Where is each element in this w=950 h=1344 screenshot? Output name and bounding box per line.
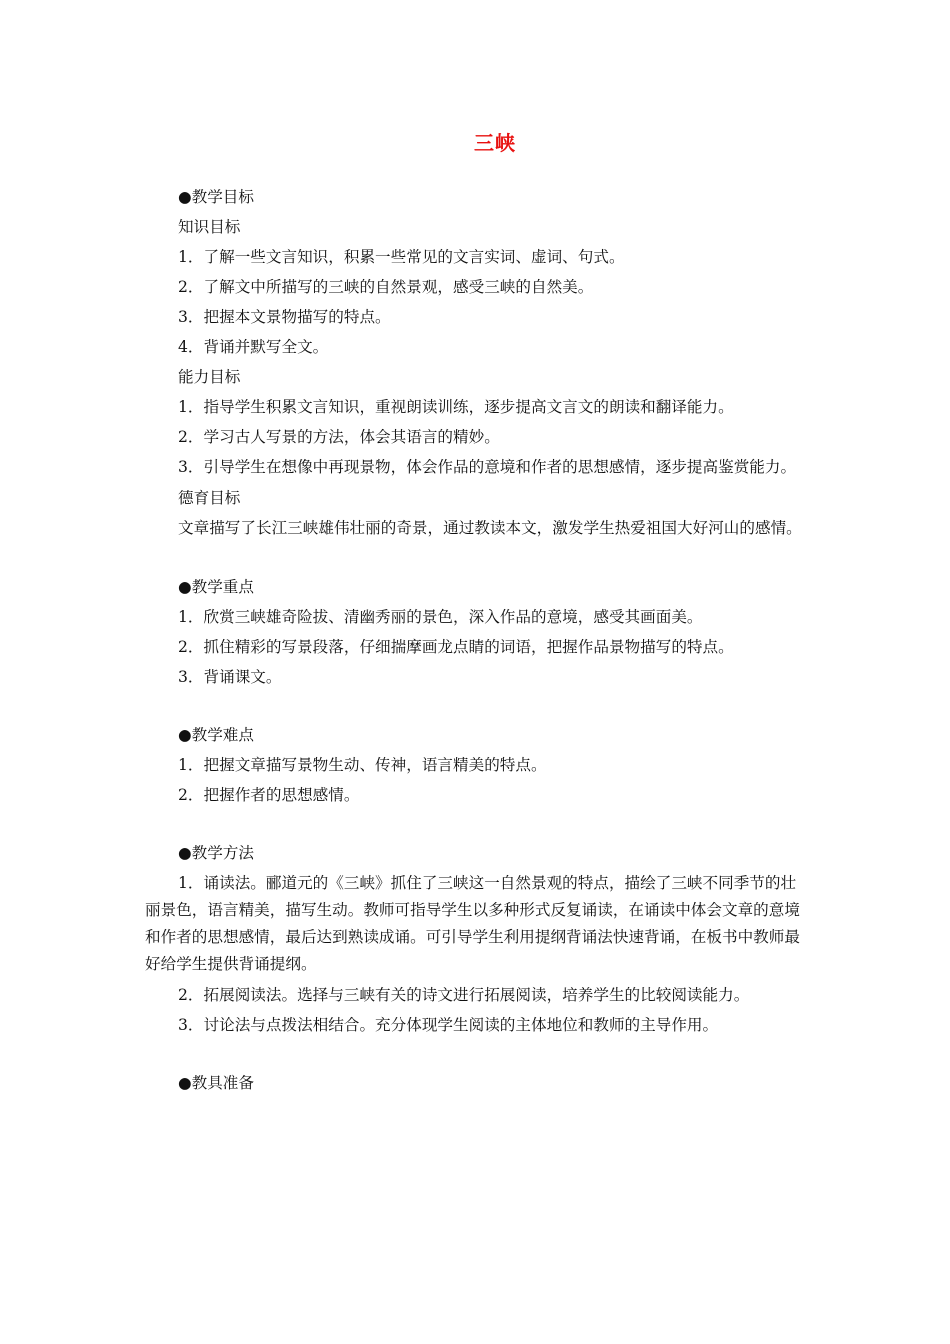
knowledge-item: 3．把握本文景物描写的特点。	[178, 308, 391, 326]
section-spacer	[145, 692, 808, 720]
document-title: 三峡	[474, 131, 516, 155]
knowledge-item: 2．了解文中所描写的三峡的自然景观，感受三峡的自然美。	[178, 278, 594, 296]
section-spacer	[145, 1040, 808, 1068]
method-item: 2．拓展阅读法。选择与三峡有关的诗文进行拓展阅读，培养学生的比较阅读能力。	[178, 986, 750, 1004]
section-spacer	[145, 810, 808, 838]
tools-heading: ●教具准备	[178, 1074, 254, 1092]
method-item: 3．讨论法与点拨法相结合。充分体现学生阅读的主体地位和教师的主导作用。	[178, 1016, 719, 1034]
difficulty-item: 2．把握作者的思想感情。	[178, 786, 360, 804]
key-points-heading: ●教学重点	[178, 578, 254, 596]
ability-item: 3．引导学生在想像中再现景物，体会作品的意境和作者的思想感情，逐步提高鉴赏能力。	[178, 458, 797, 476]
ability-item: 1．指导学生积累文言知识，重视朗读训练，逐步提高文言文的朗读和翻译能力。	[178, 398, 734, 416]
difficulty-item: 1．把握文章描写景物生动、传神，语言精美的特点。	[178, 756, 547, 774]
key-point-item: 3．背诵课文。	[178, 668, 282, 686]
knowledge-item: 4．背诵并默写全文。	[178, 338, 329, 356]
document-body	[145, 182, 808, 1098]
knowledge-item: 1．了解一些文言知识，积累一些常见的文言实词、虚词、句式。	[178, 248, 625, 266]
moral-text: 文章描写了长江三峡雄伟壮丽的奇景，通过教读本文，激发学生热爱祖国大好河山的感情。	[178, 519, 802, 537]
objectives-heading: ●教学目标	[178, 188, 254, 206]
moral-heading: 德育目标	[178, 489, 241, 507]
key-point-item: 1．欣赏三峡雄奇险拔、清幽秀丽的景色，深入作品的意境，感受其画面美。	[178, 608, 703, 626]
knowledge-heading: 知识目标	[178, 218, 241, 236]
methods-heading: ●教学方法	[178, 844, 254, 862]
section-spacer	[145, 544, 808, 572]
key-point-item: 2．抓住精彩的写景段落，仔细揣摩画龙点睛的词语，把握作品景物描写的特点。	[178, 638, 734, 656]
ability-item: 2．学习古人写景的方法，体会其语言的精妙。	[178, 428, 500, 446]
difficulties-heading: ●教学难点	[178, 726, 254, 744]
ability-heading: 能力目标	[178, 368, 241, 386]
method-item: 1．诵读法。郦道元的《三峡》抓住了三峡这一自然景观的特点，描绘了三峡不同季节的壮丽景色，语言精美，描写生动。教师可指导学生以多种形式反复诵读，在诵读中体会文章的意境和作者的思想感情，最后达到熟读成诵。可引导学生利用提纲背诵法快速背诵，在板书中教师最好给学生提供背诵提纲。	[145, 874, 800, 973]
